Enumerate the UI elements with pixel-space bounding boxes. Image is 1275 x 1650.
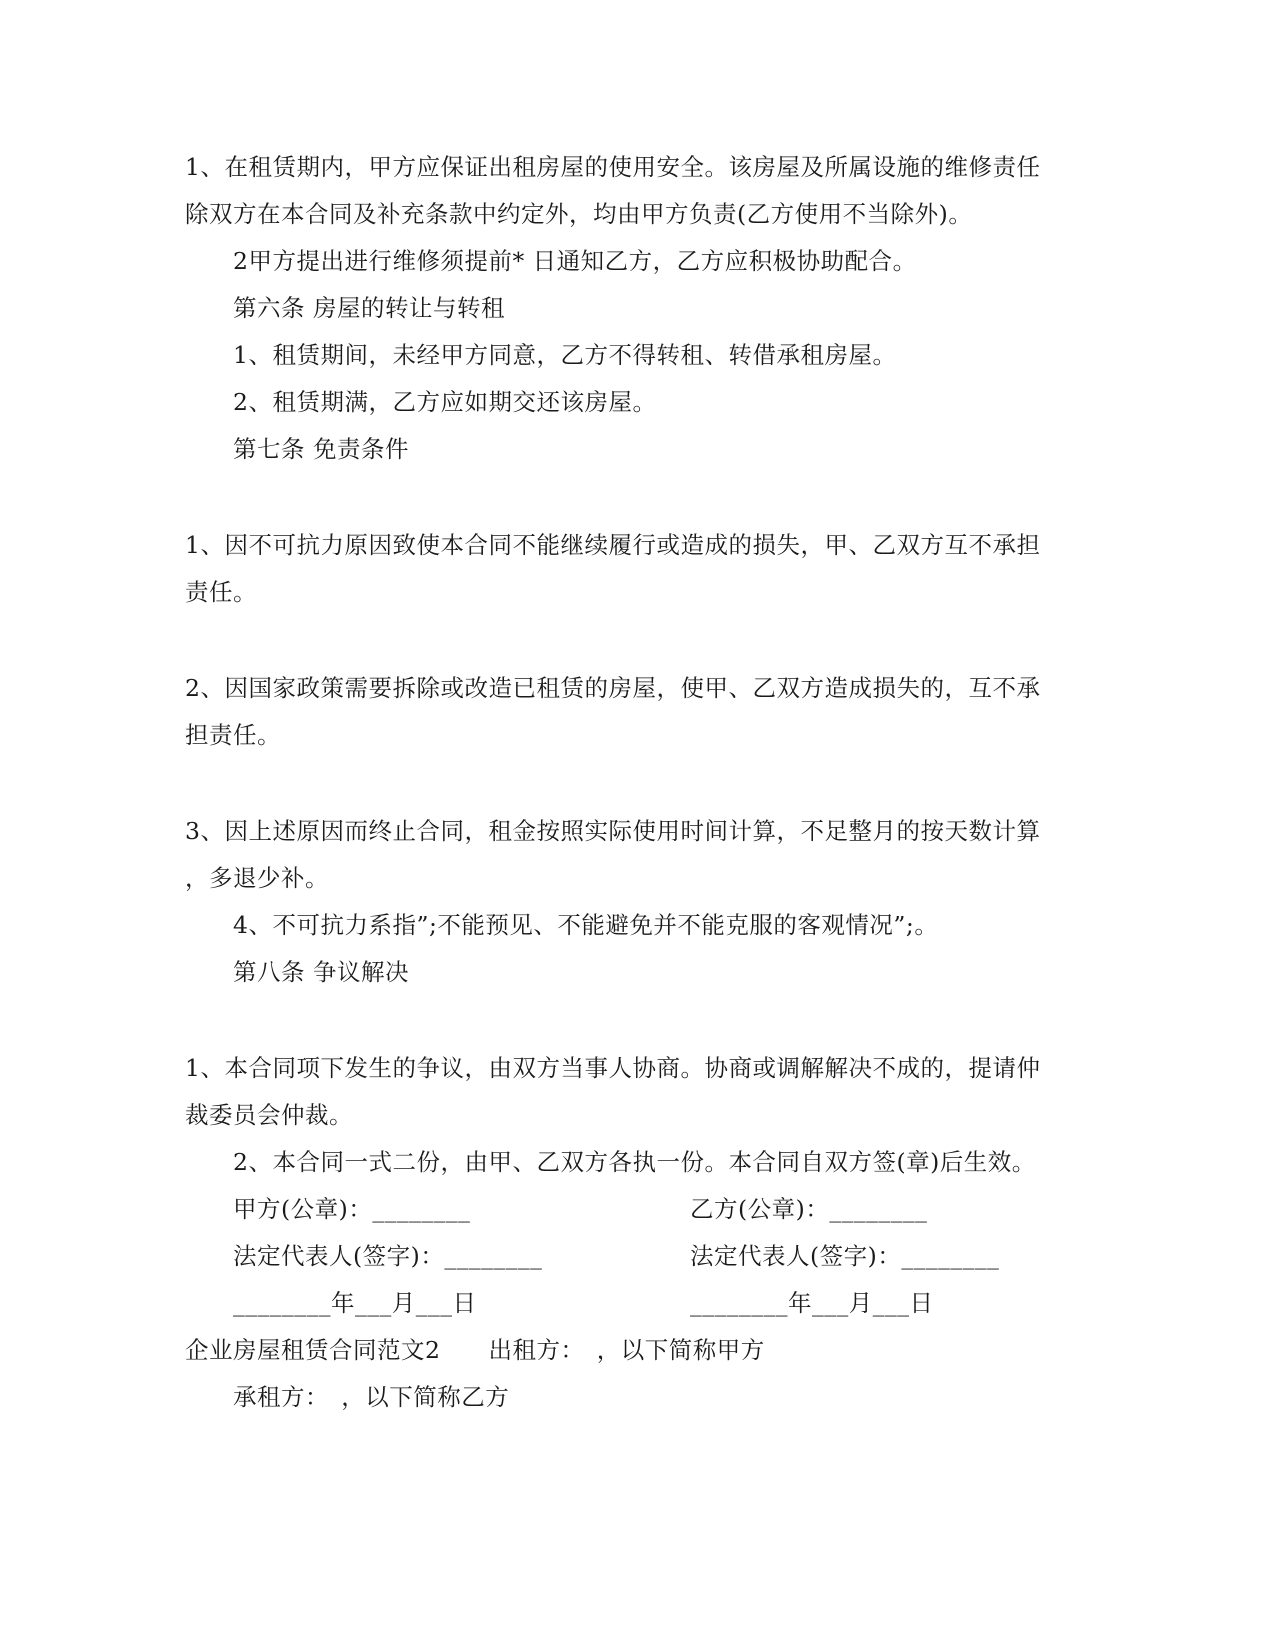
paragraph-line: 1、本合同项下发生的争议，由双方当事人协商。协商或调解解决不成的，提请仲 xyxy=(185,1054,1041,1082)
paragraph-line: 2甲方提出进行维修须提前* 日通知乙方，乙方应积极协助配合。 xyxy=(233,247,917,275)
paragraph-line: 担责任。 xyxy=(185,721,281,749)
party-b-date-line: ________年___月___日 xyxy=(690,1289,934,1317)
paragraph-line: 1、因不可抗力原因致使本合同不能继续履行或造成的损失，甲、乙双方互不承担 xyxy=(185,531,1041,559)
next-contract-title-line: 企业房屋租赁合同范文2 出租方： ，以下简称甲方 xyxy=(185,1336,765,1364)
paragraph-line: 1、租赁期间，未经甲方同意，乙方不得转租、转借承租房屋。 xyxy=(233,341,897,369)
party-a-date-line: ________年___月___日 xyxy=(233,1289,477,1317)
paragraph-line: 3、因上述原因而终止合同，租金按照实际使用时间计算，不足整月的按天数计算 xyxy=(185,817,1041,845)
section-heading: 第八条 争议解决 xyxy=(233,958,409,986)
paragraph-line: 2、因国家政策需要拆除或改造已租赁的房屋，使甲、乙双方造成损失的，互不承 xyxy=(185,674,1041,702)
section-heading: 第七条 免责条件 xyxy=(233,435,409,463)
lessee-line: 承租方： ，以下简称乙方 xyxy=(233,1383,510,1411)
party-a-seal-line: 甲方(公章)：________ xyxy=(233,1195,471,1223)
party-b-seal-line: 乙方(公章)：________ xyxy=(690,1195,928,1223)
section-heading: 第六条 房屋的转让与转租 xyxy=(233,294,505,322)
paragraph-line: 2、租赁期满，乙方应如期交还该房屋。 xyxy=(233,388,657,416)
paragraph-line: 4、不可抗力系指”;不能预见、不能避免并不能克服的客观情况”;。 xyxy=(233,911,939,939)
paragraph-line: 裁委员会仲裁。 xyxy=(185,1101,353,1129)
paragraph-line: 1、在租赁期内，甲方应保证出租房屋的使用安全。该房屋及所属设施的维修责任 xyxy=(185,153,1041,181)
paragraph-line: 2、本合同一式二份，由甲、乙双方各执一份。本合同自双方签(章)后生效。 xyxy=(233,1148,1036,1176)
paragraph-line: ，多退少补。 xyxy=(185,864,329,892)
paragraph-line: 责任。 xyxy=(185,578,257,606)
paragraph-line: 除双方在本合同及补充条款中约定外，均由甲方负责(乙方使用不当除外)。 xyxy=(185,200,973,228)
party-b-representative-line: 法定代表人(签字)：________ xyxy=(690,1242,1000,1270)
party-a-representative-line: 法定代表人(签字)：________ xyxy=(233,1242,543,1270)
